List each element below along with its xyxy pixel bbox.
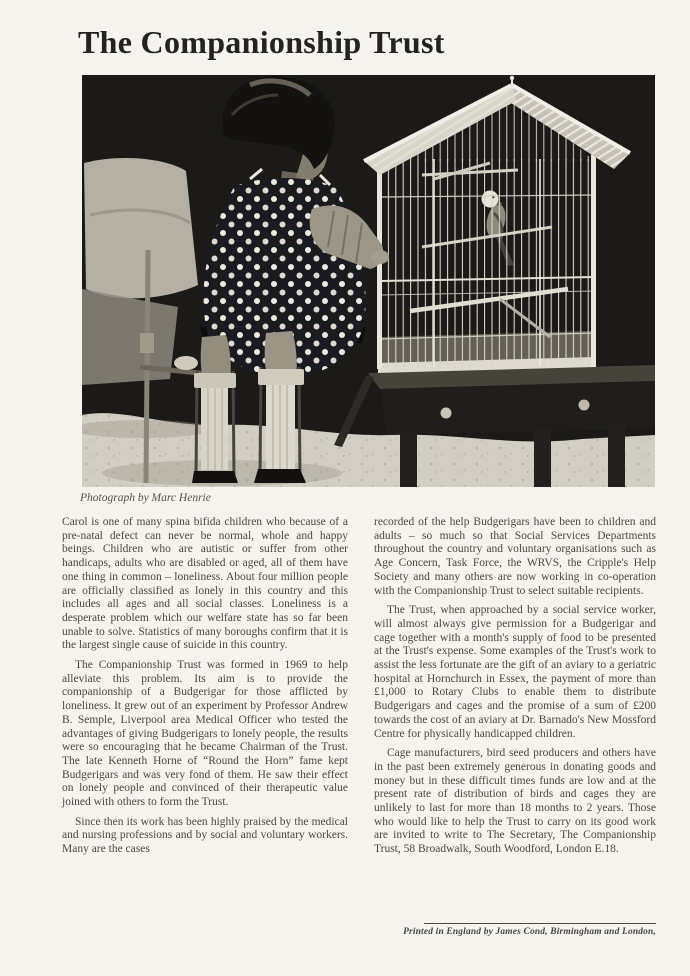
paragraph: Since then its work has been highly praised by the medical and nursing professions and by social and voluntary workers. Many are the cases <box>62 815 348 856</box>
paragraph: Carol is one of many spina bifida children who because of a pre-natal defect can never be normal, whole and happy beings. Children who are autistic or suffer from other handicaps, adults who are disabled or aged, all of them have one thing in common – loneliness. About four million people are officially classified as lonely in this country and this includes all ages and all social classes. Loneliness is a desperate problem which our welfare state has so far been unable to solve. Statistics of many boroughs confirm that it is the largest single cause of suicide in this country. <box>62 516 348 652</box>
photo <box>82 75 655 487</box>
photo-illustration <box>82 75 655 487</box>
drawer-knob <box>441 408 452 419</box>
hand <box>371 250 389 264</box>
roof-finial <box>510 76 514 80</box>
paragraph: The Companionship Trust was formed in 1969 to help alleviate this problem. Its aim is to provide the companionship of a Budgerigar for those afflicted by loneliness. It grew out of an experiment by Professor Andrew B. Semple, Liverpool area Medical Officer who tested the advantages of giving Budgerigars to lonely people, the results were so encouraging that he became Chairman of the Trust. The late Kenneth Horne of “Round the Horn” fame kept Budgerigars and was very fond of them. He saw their effect on lonely people and convinced of their therapeutic value joined with others to form the Trust. <box>62 659 348 809</box>
page-title: The Companionship Trust <box>78 24 445 60</box>
right-column <box>374 516 656 857</box>
left-column <box>62 516 348 857</box>
footer-rule <box>424 923 656 924</box>
paragraph: recorded of the help Budgerigars have been to children and adults – so much so that Social Services Departments throughout the country and voluntary organisations such as Age Concern, Task Force, the WRVS, the Cripple's Help Society and many others are now working in co-operation with the Companionship Trust to select suitable recipients. <box>374 516 656 597</box>
paragraph: The Trust, when approached by a social service worker, will almost always give permission for a Budgerigar and cage together with a month's supply of food to be presented at the Trust's expense. Some examples of the Trust's work to assist the less fortunate are the gift of an aviary to a geriatric hospital at Hornchurch in Essex, the payment of more than £1,000 to Rotary Clubs to enable them to distribute Budgerigars and cages and the promise of a sum of £200 towards the cost of an aviary at Dr. Barnado's New Mossford Centre for physically handicapped children. <box>374 604 656 740</box>
imprint-text: Printed in England by James Cond, Birmingham and London, <box>403 927 656 937</box>
paragraph: Cage manufacturers, bird seed producers and others have in the past been extremely generous in donating goods and money but in these difficult times funds are low and at the present rate of distribution of birds and cages they are unlikely to last for more than 18 months to 2 years. Those who would like to help the Trust to carry on its good work are invited to write to The Secretary, The Companionship Trust, 58 Broadwalk, South Woodford, London E.18. <box>374 747 656 856</box>
photo-credit: Photograph by Marc Henrie <box>80 492 211 504</box>
article-body <box>62 516 656 857</box>
drawer-knob <box>579 400 590 411</box>
